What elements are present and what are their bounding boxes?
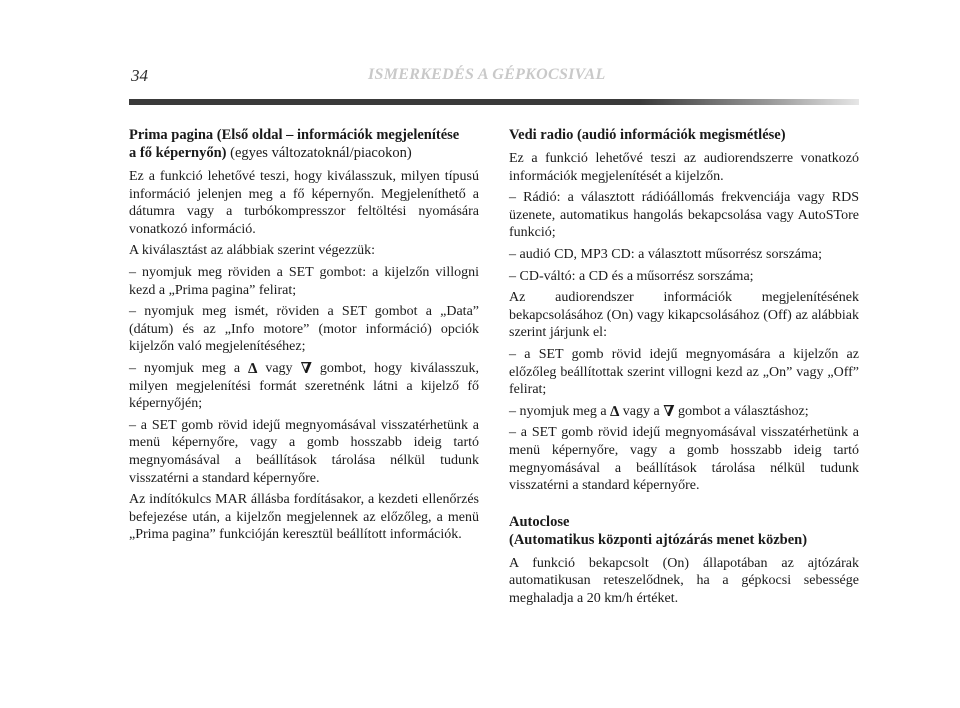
- right-paragraph-9: A funkció bekapcsolt (On) állapotában az ajtózárak automatikusan reteszelődnek, ha a gépkocsi sebessége meghaladja a 20 km/h értéket.: [509, 555, 859, 606]
- left-column: [129, 126, 479, 548]
- right-p7-text-b: vagy a: [619, 403, 664, 419]
- right-p7-text-c: gombot a választáshoz;: [674, 403, 809, 419]
- right-paragraph-5: Az audiorendszer információk megjelenítésének bekapcsolásához (On) vagy kikapcsolásához (Off) az alábbiak szerint járjunk el:: [509, 290, 859, 341]
- right-paragraph-8: – a SET gomb rövid idejű megnyomásával visszatérhetünk a menü képernyőre, vagy a gomb hosszabb ideig tartó megnyomásával a beállítások tárolása nélkül tudunk visszatérni a standard képernyőre.: [509, 425, 859, 494]
- right-paragraph-2: – Rádió: a választott rádióállomás frekvenciája vagy RDS üzenete, automatikus hangolás bekapcsolása vagy AutoSTore funkció;: [509, 190, 859, 241]
- left-paragraph-5: [129, 360, 479, 413]
- prima-pagina-heading-line1: Prima pagina (Első oldal – információk megjelenítése: [129, 127, 460, 143]
- running-title: ISMERKEDÉS A GÉPKOCSIVAL: [368, 66, 606, 83]
- page-number: 34: [131, 66, 148, 85]
- prima-pagina-heading-line2: a fő képernyőn): [129, 145, 227, 161]
- right-p7-text-a: – nyomjuk meg a: [509, 403, 611, 419]
- autoclose-heading-line2: (Automatikus központi ajtózárás menet közben): [509, 531, 808, 548]
- left-p5-text-b: vagy: [257, 360, 301, 376]
- right-paragraph-1: Ez a funkció lehetővé teszi az audiorendszerre vonatkozó információk megjelenítését a kijelzőn.: [509, 151, 859, 184]
- right-paragraph-6: – a SET gomb rövid idejű megnyomására a kijelzőn az előzőleg beállítottak szerint villogni kezd az „On” vagy „Off” felirat;: [509, 346, 859, 398]
- right-paragraph-3: – audió CD, MP3 CD: a választott műsorrész sorszáma;: [509, 246, 823, 262]
- up-triangle-icon: ∆: [610, 403, 620, 420]
- autoclose-heading-line1: Autoclose: [509, 513, 570, 530]
- right-paragraph-4: – CD-váltó: a CD és a műsorrész sorszáma;: [509, 268, 754, 284]
- down-triangle-icon: ∇: [663, 403, 675, 420]
- left-p5-text-a: – nyomjuk meg a: [129, 360, 249, 376]
- header-rule: [129, 99, 859, 105]
- prima-pagina-heading: [129, 126, 479, 162]
- left-p5-text-c: gombot, hogy kiválasszuk, milyen megjelenítési formát szeretnénk látni a kijelző fő képernyőjén;: [129, 360, 479, 412]
- left-paragraph-1: Ez a funkció lehetővé teszi, hogy kiválasszuk, milyen típusú információ jelenjen meg a fő képernyőn. Megjeleníthető a dátumra vagy a turbókompresszor feltöltési nyomására vonatkozó információ.: [129, 169, 479, 237]
- section-spacer: [509, 499, 859, 513]
- left-paragraph-7: Az indítókulcs MAR állásba fordításakor, a kezdeti ellenőrzés befejezése után, a kijelzőn megjelennek az előzőleg, a menü „Prima pagina” funkcióján keresztül beállított információk.: [129, 492, 479, 543]
- vedi-radio-heading: Vedi radio (audió információk megismétlése): [509, 127, 786, 143]
- down-triangle-icon: ∇: [300, 360, 312, 377]
- right-column: [509, 126, 859, 611]
- left-paragraph-4: – nyomjuk meg ismét, röviden a SET gombot a „Data” (dátum) és az „Info motore” (motor információ) opciók kijelzőn való megjelenítéséhez;: [129, 304, 479, 355]
- right-paragraph-7: [509, 403, 859, 421]
- left-paragraph-2: A kiválasztást az alábbiak szerint végezzük:: [129, 243, 376, 259]
- left-paragraph-6: – a SET gomb rövid idejű megnyomásával visszatérhetünk a menü képernyőre, vagy a gomb hosszabb ideig tartó megnyomásával a beállítások tárolása nélkül tudunk visszatérni a standard képernyőre.: [129, 417, 479, 486]
- up-triangle-icon: ∆: [248, 360, 258, 377]
- prima-pagina-heading-note: (egyes változatoknál/piacokon): [226, 145, 412, 161]
- left-paragraph-3: – nyomjuk meg röviden a SET gombot: a kijelzőn villogni kezd a „Prima pagina” felirat;: [129, 264, 479, 298]
- autoclose-heading: [509, 513, 859, 549]
